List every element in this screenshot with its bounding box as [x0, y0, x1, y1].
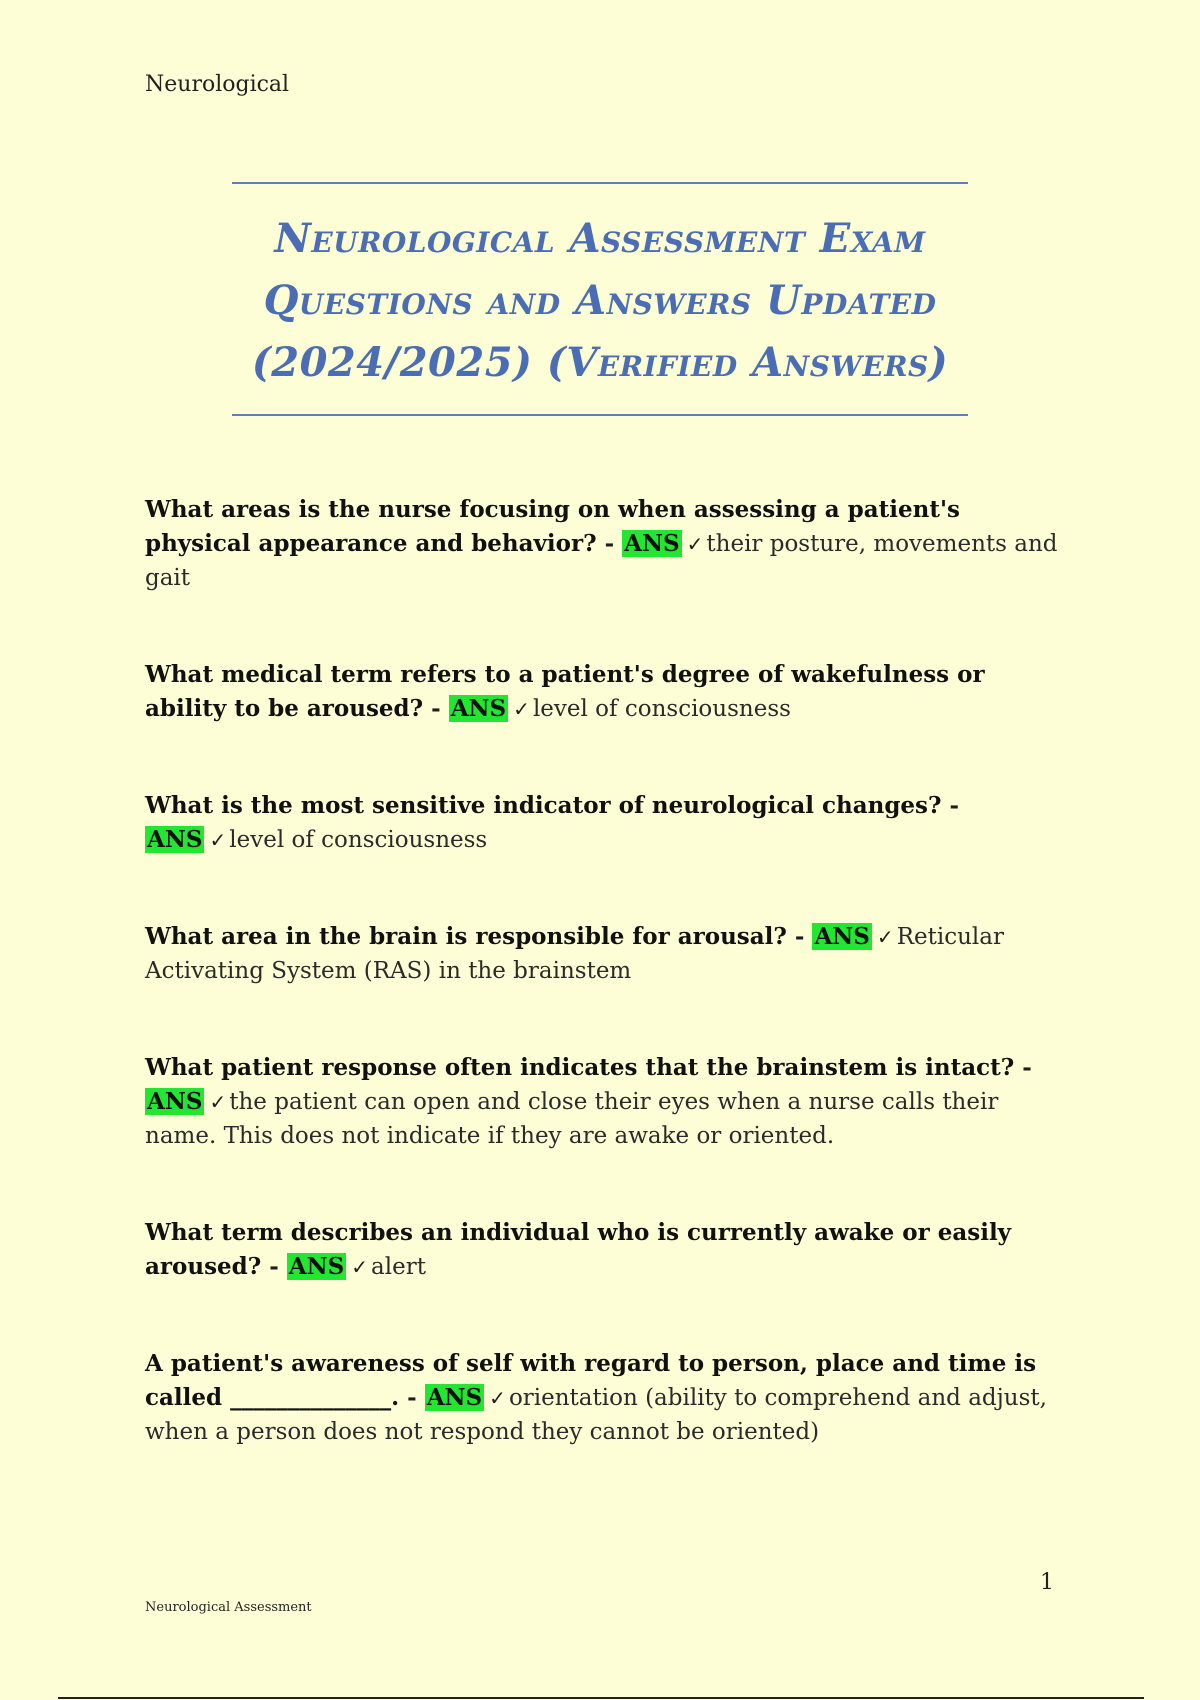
separator: - — [941, 792, 960, 819]
running-footer: Neurological Assessment — [145, 1600, 312, 1615]
document-title-line-3: (2024/2025) (Verified Answers) — [251, 339, 949, 386]
ans-highlight-tag: ANS — [147, 826, 203, 853]
answer-text: alert — [371, 1254, 426, 1280]
checkmark-icon: ✓ — [209, 828, 227, 852]
question-text: What medical term refers to a patient's degree of wakefulness or ability to be aroused? — [145, 661, 985, 722]
checkmark-icon: ✓ — [209, 1090, 227, 1114]
question-text: What area in the brain is responsible for arousal? — [145, 923, 787, 950]
qa-item — [145, 789, 1065, 857]
running-header: Neurological — [145, 72, 290, 97]
question-text: What patient response often indicates that the brainstem is intact? — [145, 1054, 1015, 1081]
qa-item — [145, 920, 1065, 988]
qa-item — [145, 1051, 1065, 1153]
answer-text: orientation (ability to comprehend and adjust, when a person does not respond they cannot be oriented) — [145, 1385, 1047, 1445]
answer-text: level of consciousness — [532, 696, 791, 722]
ans-highlight-tag: ANS — [450, 695, 507, 722]
answer-text: their posture, movements and gait — [145, 531, 1058, 591]
page-number: 1 — [1040, 1570, 1054, 1595]
ans-highlight-tag: ANS — [624, 530, 680, 557]
separator: - — [596, 530, 623, 557]
checkmark-icon: ✓ — [876, 925, 894, 949]
qa-item — [145, 1347, 1065, 1449]
answer-text: the patient can open and close their eyes when a nurse calls their name. This does not indicate if they are awake or oriented. — [145, 1089, 999, 1149]
document-title-line-2: Questions and Answers Updated — [263, 277, 937, 324]
checkmark-icon: ✓ — [513, 697, 530, 721]
ans-highlight-tag: ANS — [426, 1384, 483, 1411]
checkmark-icon: ✓ — [351, 1255, 369, 1279]
ans-highlight-tag: ANS — [147, 1088, 203, 1115]
checkmark-icon: ✓ — [489, 1386, 506, 1410]
separator: - — [399, 1384, 425, 1411]
separator: - — [1014, 1054, 1032, 1081]
ans-highlight-tag: ANS — [288, 1253, 345, 1280]
document-title-line-1: Neurological Assessment Exam — [274, 215, 926, 262]
question-text: What is the most sensitive indicator of neurological changes? — [145, 792, 942, 819]
answer-text: level of consciousness — [229, 827, 488, 853]
qa-list — [145, 493, 1065, 1512]
answer-text: Reticular Activating System (RAS) in the brainstem — [145, 924, 1004, 984]
separator: - — [261, 1253, 287, 1280]
ans-highlight-tag: ANS — [814, 923, 870, 950]
question-text: What term describes an individual who is currently awake or easily aroused? — [145, 1219, 1012, 1280]
question-text: A patient's awareness of self with regard to person, place and time is called ______________. — [145, 1350, 1037, 1411]
qa-item — [145, 1216, 1065, 1284]
qa-item — [145, 658, 1065, 726]
qa-item — [145, 493, 1065, 595]
page-bottom-divider — [58, 1697, 1144, 1699]
question-text: What areas is the nurse focusing on when assessing a patient's physical appearance and behavior? — [145, 496, 960, 557]
document-title-block — [232, 182, 968, 416]
checkmark-icon: ✓ — [686, 532, 704, 556]
separator: - — [786, 923, 813, 950]
separator: - — [423, 695, 449, 722]
